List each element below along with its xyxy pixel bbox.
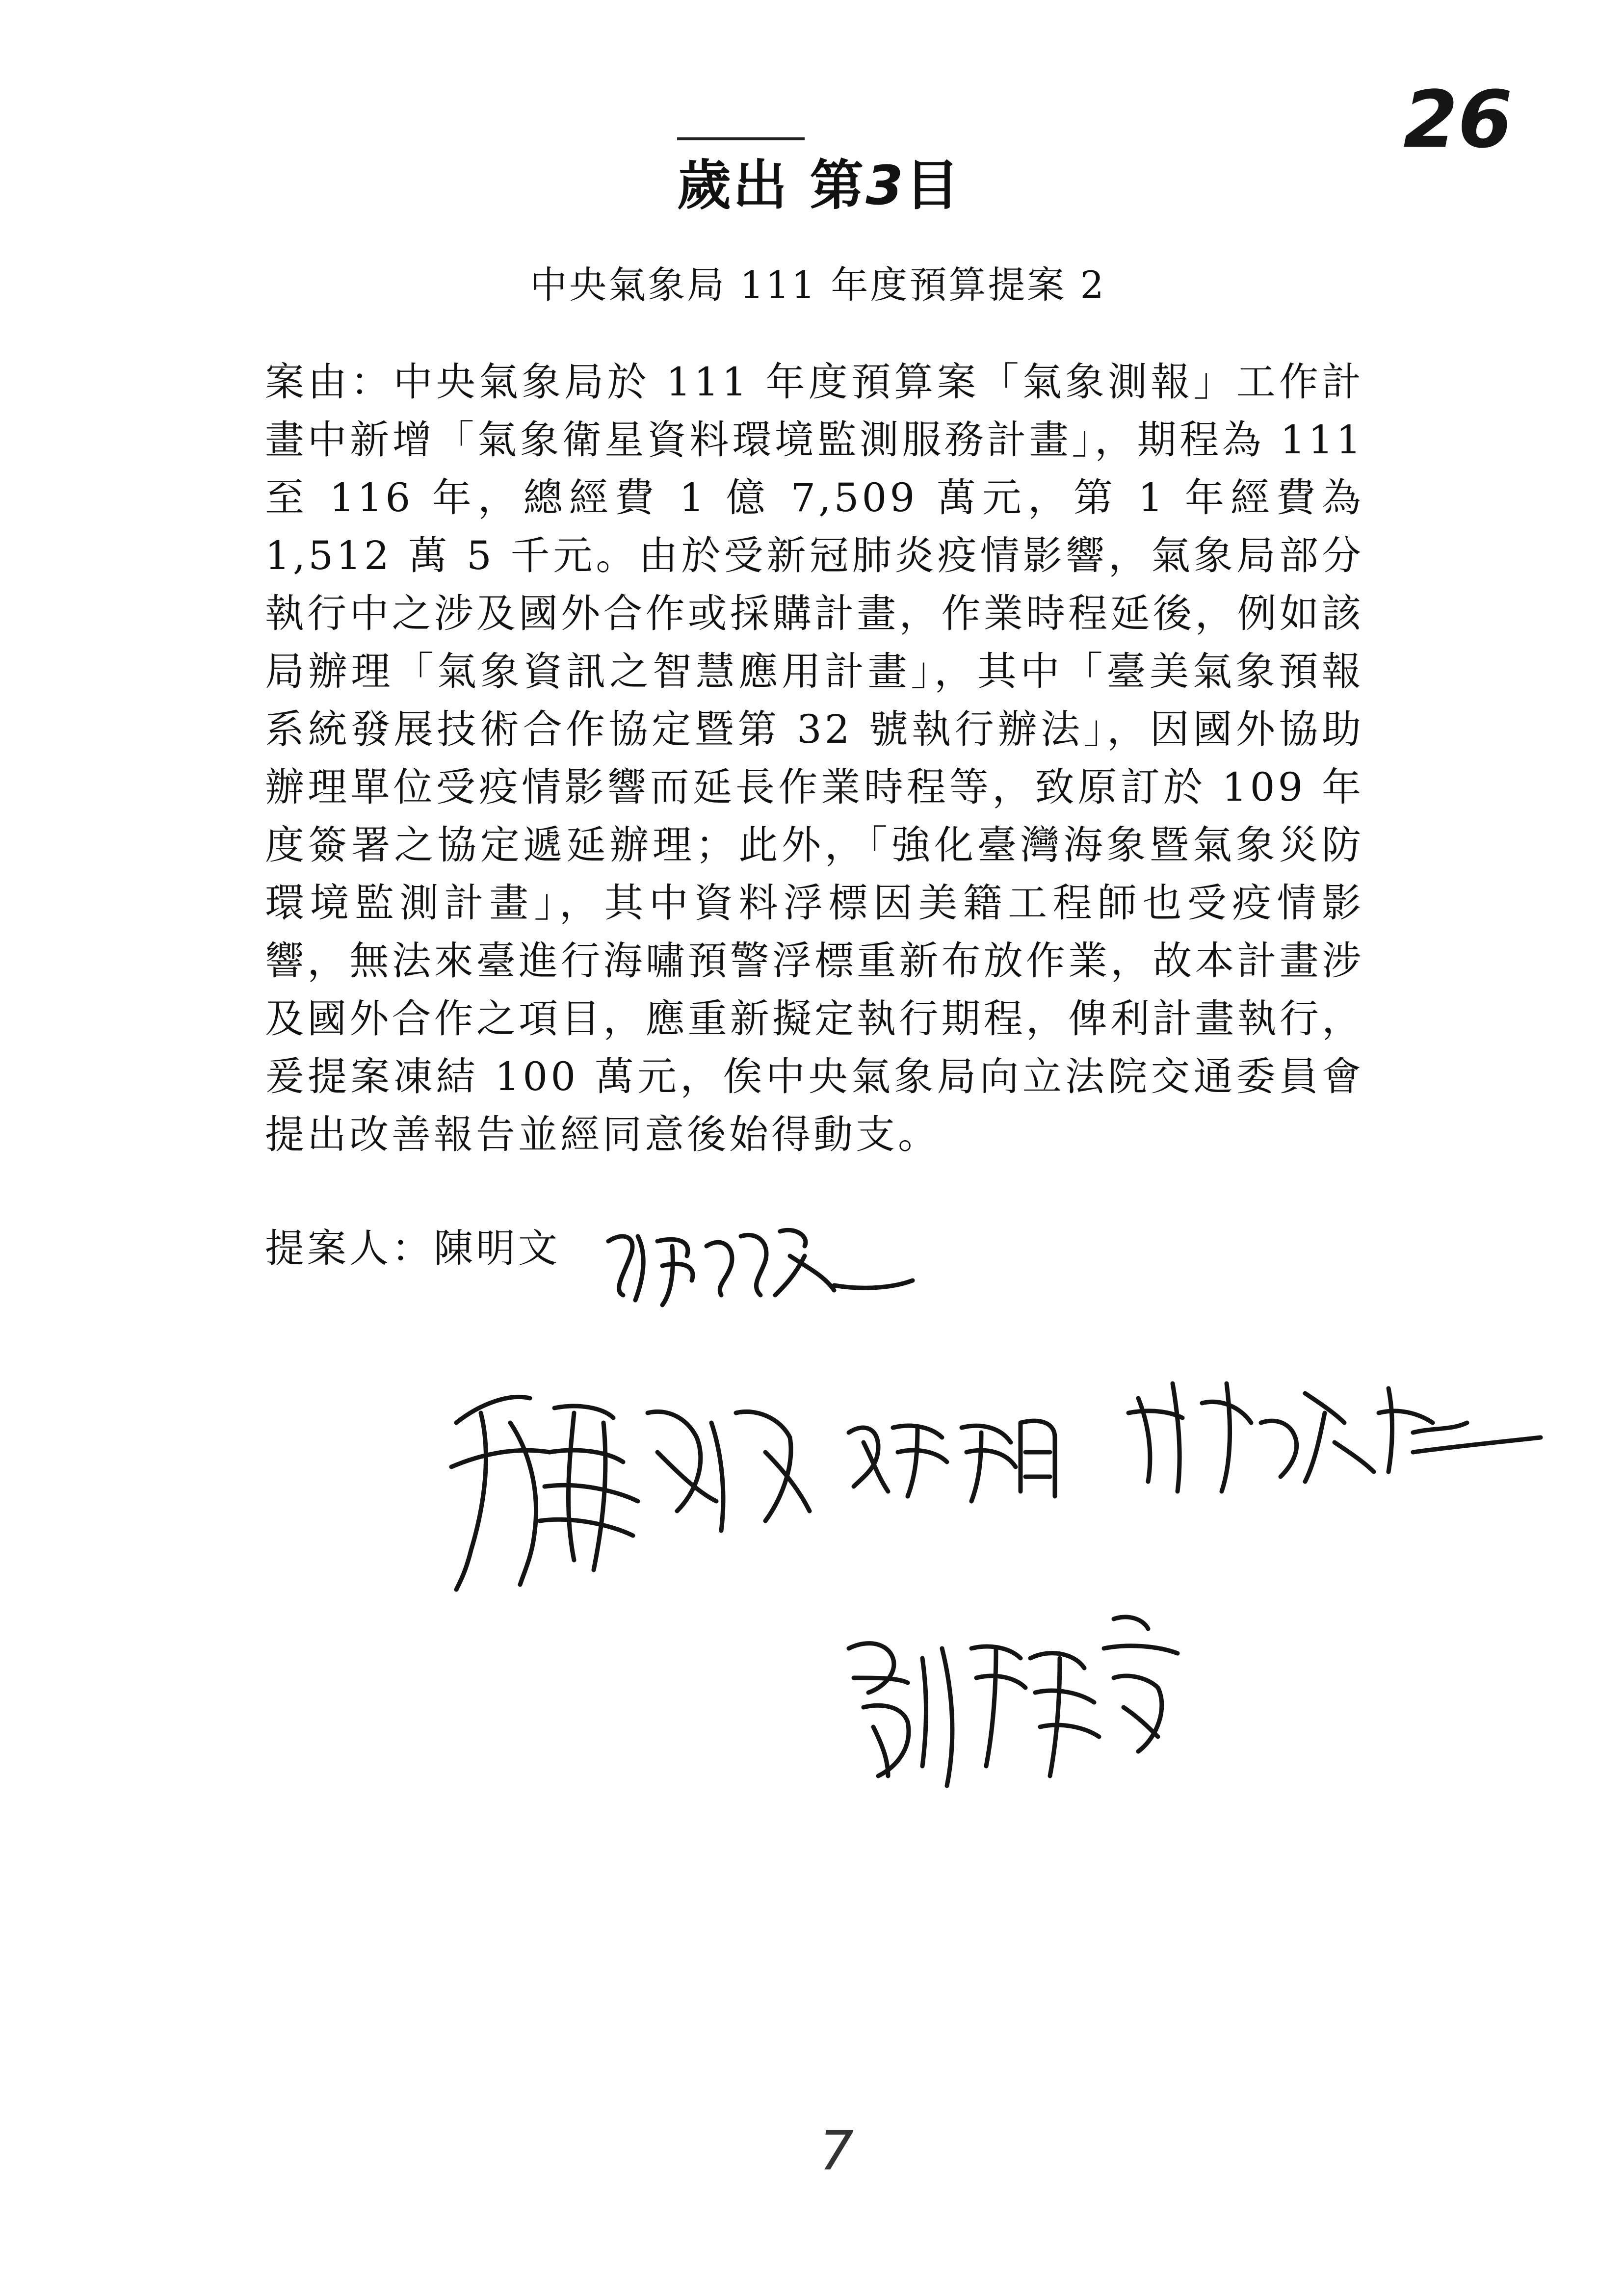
heading-part3: 目 [905, 154, 961, 217]
signature-5 [849, 1617, 1178, 1786]
proposal-body [265, 353, 1364, 1164]
proposer-name: 陳明文 [434, 1226, 560, 1271]
proposer-label: 提案人： [265, 1226, 434, 1271]
proposer-line [265, 1217, 560, 1273]
heading-overline [677, 137, 805, 140]
signature-2 [451, 1397, 810, 1590]
heading-item-number: 3 [865, 154, 905, 217]
heading-part1: 歲出 [677, 154, 789, 217]
body-label: 案由： [265, 359, 393, 405]
page-heading [677, 142, 961, 220]
signature-1 [608, 1230, 913, 1305]
body-text: 中央氣象局於 111 年度預算案「氣象測報」工作計畫中新增「氣象衛星資料環境監測服務計畫」，期程為 111 至 116 年，總經費 1 億 7,509 萬元，第 1 年經費為 1,512 萬 5 千元。由於受新冠肺炎疫情影響，氣象局部分執行中之涉及國外合作或採購計畫，作業時程延後，例如該局辦理「氣象資訊之智慧應用計畫」，其中「臺美氣象預報系統發展技術合作協定暨第 32 號執行辦法」，因國外協助辦理單位受疫情影響而延長作業時程等，致原訂於 109 年度簽署之協定遞延辦理；此外，「強化臺灣海象暨氣象災防環境監測計畫」，其中資料浮標因美籍工程師也受疫情影響，無法來臺進行海嘯預警浮標重新布放作業，故本計畫涉及國外合作之項目，應重新擬定執行期程，俾利計畫執行，爰提案凍結 100 萬元，俟中央氣象局向立法院交通委員會提出改善報告並經同意後始得動支。 [265, 359, 1364, 1157]
handwritten-page-number: 26 [1403, 74, 1513, 165]
heading-part2: 第 [810, 154, 866, 217]
signature-4 [1128, 1383, 1541, 1491]
signature-3 [849, 1421, 1055, 1501]
footer-handwritten-mark: 7 [819, 2119, 854, 2182]
document-subtitle: 中央氣象局 111 年度預算提案 2 [530, 263, 1106, 307]
